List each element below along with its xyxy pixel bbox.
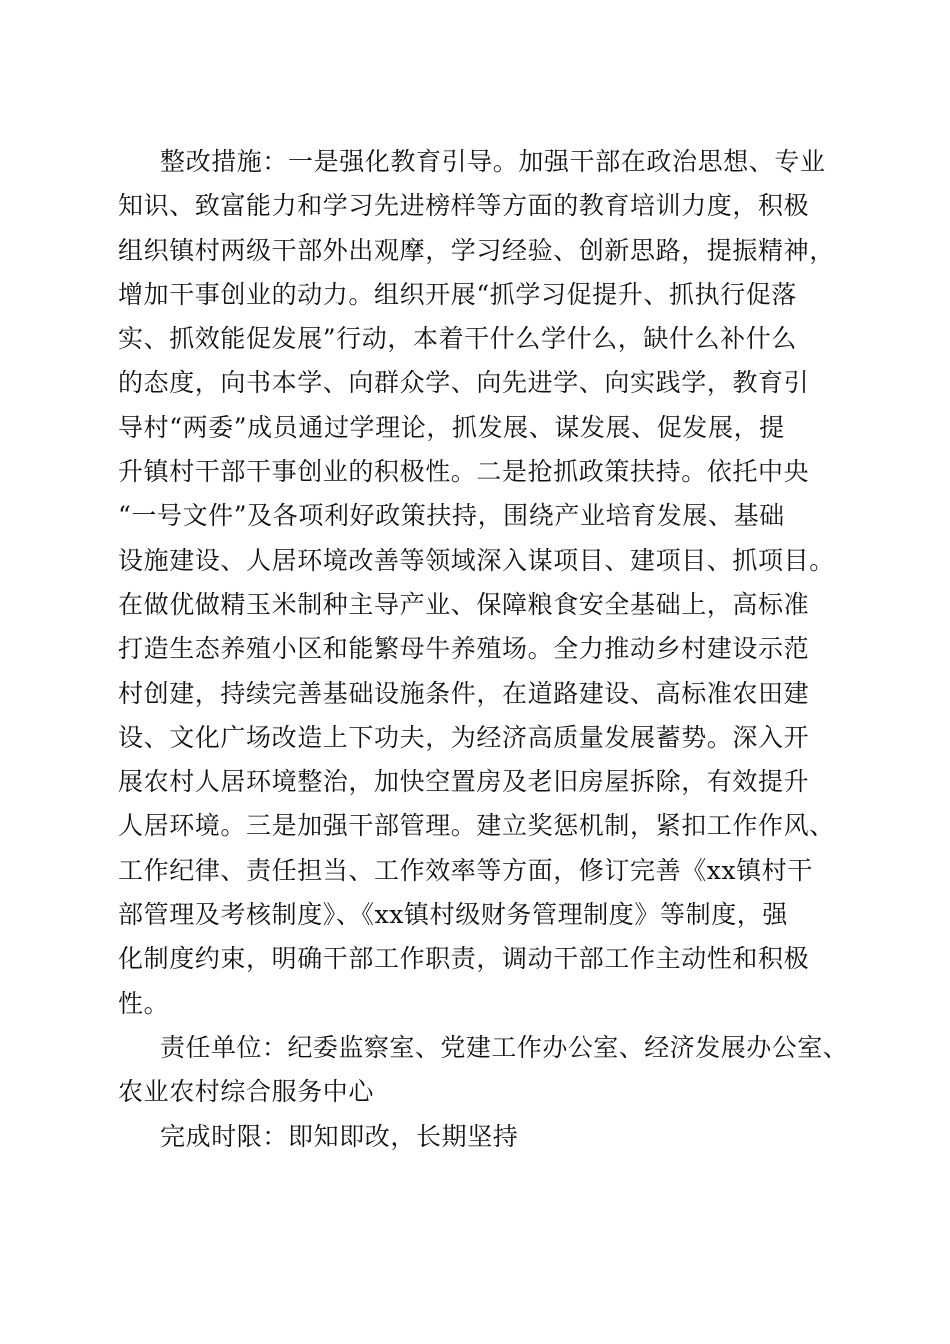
text-line: 知识、致富能力和学习先进榜样等方面的教育培训力度，积极 xyxy=(118,191,810,221)
text-line: 责任单位：纪委监察室、党建工作办公室、经济发展办公室、 xyxy=(160,1032,849,1062)
text-line: 升镇村干部干事创业的积极性。二是抢抓政策扶持。依托中央 xyxy=(118,457,810,487)
deadline-paragraph xyxy=(118,1115,848,1159)
responsible-paragraph xyxy=(118,1026,848,1115)
text-line: 部管理及考核制度》、《xx镇村级财务管理制度》等制度，强 xyxy=(118,900,789,930)
text-line: 增加干事创业的动力。组织开展“抓学习促提升、抓执行促落 xyxy=(118,279,797,309)
document-body xyxy=(118,140,848,1159)
text-line: 设施建设、人居环境改善等领域深入谋项目、建项目、抓项目。 xyxy=(118,545,835,575)
text-line: 村创建，持续完善基础设施条件，在道路建设、高标准农田建 xyxy=(118,678,810,708)
text-line: 化制度约束，明确干部工作职责，调动干部工作主动性和积极 xyxy=(118,944,810,974)
text-line: 设、文化广场改造上下功夫，为经济高质量发展蓄势。深入开 xyxy=(118,722,810,752)
text-line: 在做优做精玉米制种主导产业、保障粮食安全基础上，高标准 xyxy=(118,589,810,619)
text-line: 组织镇村两级干部外出观摩，学习经验、创新思路，提振精神， xyxy=(118,235,835,265)
text-line: 的态度，向书本学、向群众学、向先进学、向实践学，教育引 xyxy=(118,368,810,398)
text-line: 完成时限：即知即改，长期坚持 xyxy=(160,1121,519,1151)
text-line: 性。 xyxy=(118,988,170,1018)
text-line: 人居环境。三是加强干部管理。建立奖惩机制，紧扣工作作风、 xyxy=(118,811,835,841)
text-line: 农业农村综合服务中心 xyxy=(118,1077,375,1107)
text-line: 展农村人居环境整治，加快空置房及老旧房屋拆除，有效提升 xyxy=(118,767,810,797)
text-line: 整改措施：一是强化教育引导。加强干部在政治思想、专业 xyxy=(160,147,826,176)
text-line: 导村“两委”成员通过学理论，抓发展、谋发展、促发展，提 xyxy=(118,412,785,442)
measures-paragraph xyxy=(118,140,848,1026)
text-line: 工作纪律、责任担当、工作效率等方面，修订完善《xx镇村干 xyxy=(118,855,814,885)
text-line: 打造生态养殖小区和能繁母牛养殖场。全力推动乡村建设示范 xyxy=(118,634,810,664)
text-line: 实、抓效能促发展”行动，本着干什么学什么，缺什么补什么 xyxy=(118,324,797,354)
text-line: “一号文件”及各项利好政策扶持，围绕产业培育发展、基础 xyxy=(118,501,785,531)
